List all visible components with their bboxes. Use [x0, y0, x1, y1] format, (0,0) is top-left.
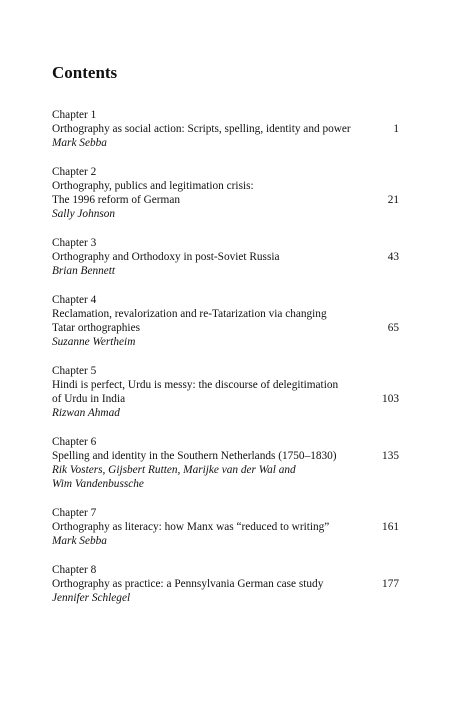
chapter-author-line: Rizwan Ahmad	[52, 407, 120, 419]
page-number: 103	[382, 393, 399, 405]
contents-page	[52, 62, 399, 620]
chapter-number: Chapter 7	[52, 507, 97, 519]
toc-entry-body	[52, 364, 359, 420]
page-number: 43	[387, 251, 399, 263]
toc-entry[interactable]	[52, 293, 399, 349]
toc-entry[interactable]	[52, 563, 399, 605]
chapter-title-line: Tatar orthographies	[52, 322, 140, 334]
toc-entry[interactable]	[52, 506, 399, 548]
page-number: 21	[387, 194, 399, 206]
chapter-author-line: Jennifer Schlegel	[52, 592, 131, 604]
chapter-title-line: of Urdu in India	[52, 393, 126, 405]
chapter-author-line: Wim Vandenbussche	[52, 478, 144, 490]
chapter-title-line: Orthography, publics and legitimation crisis:	[52, 180, 254, 192]
page-number: 135	[382, 450, 399, 462]
toc-entry-body	[52, 236, 359, 278]
chapter-title-line: Reclamation, revalorization and re-Tatarization via changing	[52, 308, 327, 320]
chapter-author-line: Brian Bennett	[52, 265, 116, 277]
toc-entry[interactable]	[52, 435, 399, 491]
toc-entry[interactable]	[52, 165, 399, 221]
toc-entry[interactable]	[52, 364, 399, 420]
page-number: 177	[382, 578, 399, 590]
chapter-author-line: Mark Sebba	[52, 535, 107, 547]
toc-entry-body	[52, 108, 359, 150]
chapter-title-line: Orthography as literacy: how Manx was “reduced to writing”	[52, 521, 330, 533]
chapter-author-line: Rik Vosters, Gijsbert Rutten, Marijke van der Wal and	[52, 464, 296, 476]
chapter-number: Chapter 6	[52, 436, 97, 448]
page-number: 1	[393, 123, 399, 135]
chapter-author-line: Mark Sebba	[52, 137, 107, 149]
chapter-title-line: Spelling and identity in the Southern Netherlands (1750–1830)	[52, 450, 337, 462]
chapter-title-line: Orthography as social action: Scripts, spelling, identity and power	[52, 123, 351, 135]
chapter-title-line: The 1996 reform of German	[52, 194, 180, 206]
toc-entry[interactable]	[52, 236, 399, 278]
chapter-number: Chapter 3	[52, 237, 97, 249]
chapter-number: Chapter 8	[52, 564, 97, 576]
chapter-title-line: Orthography as practice: a Pennsylvania German case study	[52, 578, 324, 590]
chapter-title-line: Orthography and Orthodoxy in post-Soviet Russia	[52, 251, 280, 263]
page-number: 161	[382, 521, 399, 533]
chapter-number: Chapter 1	[52, 109, 97, 121]
page-number: 65	[387, 322, 399, 334]
chapter-author-line: Suzanne Wertheim	[52, 336, 136, 348]
toc-entry-body	[52, 435, 359, 491]
contents-heading: Contents	[52, 63, 118, 82]
chapter-number: Chapter 2	[52, 166, 97, 178]
toc-entry-body	[52, 563, 359, 605]
toc-entry[interactable]	[52, 108, 399, 150]
toc-entries	[52, 108, 399, 605]
chapter-number: Chapter 5	[52, 365, 97, 377]
chapter-title-line: Hindi is perfect, Urdu is messy: the discourse of delegitimation	[52, 379, 339, 391]
toc-entry-body	[52, 506, 359, 548]
chapter-number: Chapter 4	[52, 294, 97, 306]
toc-entry-body	[52, 293, 359, 349]
chapter-author-line: Sally Johnson	[52, 208, 116, 220]
toc-entry-body	[52, 165, 359, 221]
